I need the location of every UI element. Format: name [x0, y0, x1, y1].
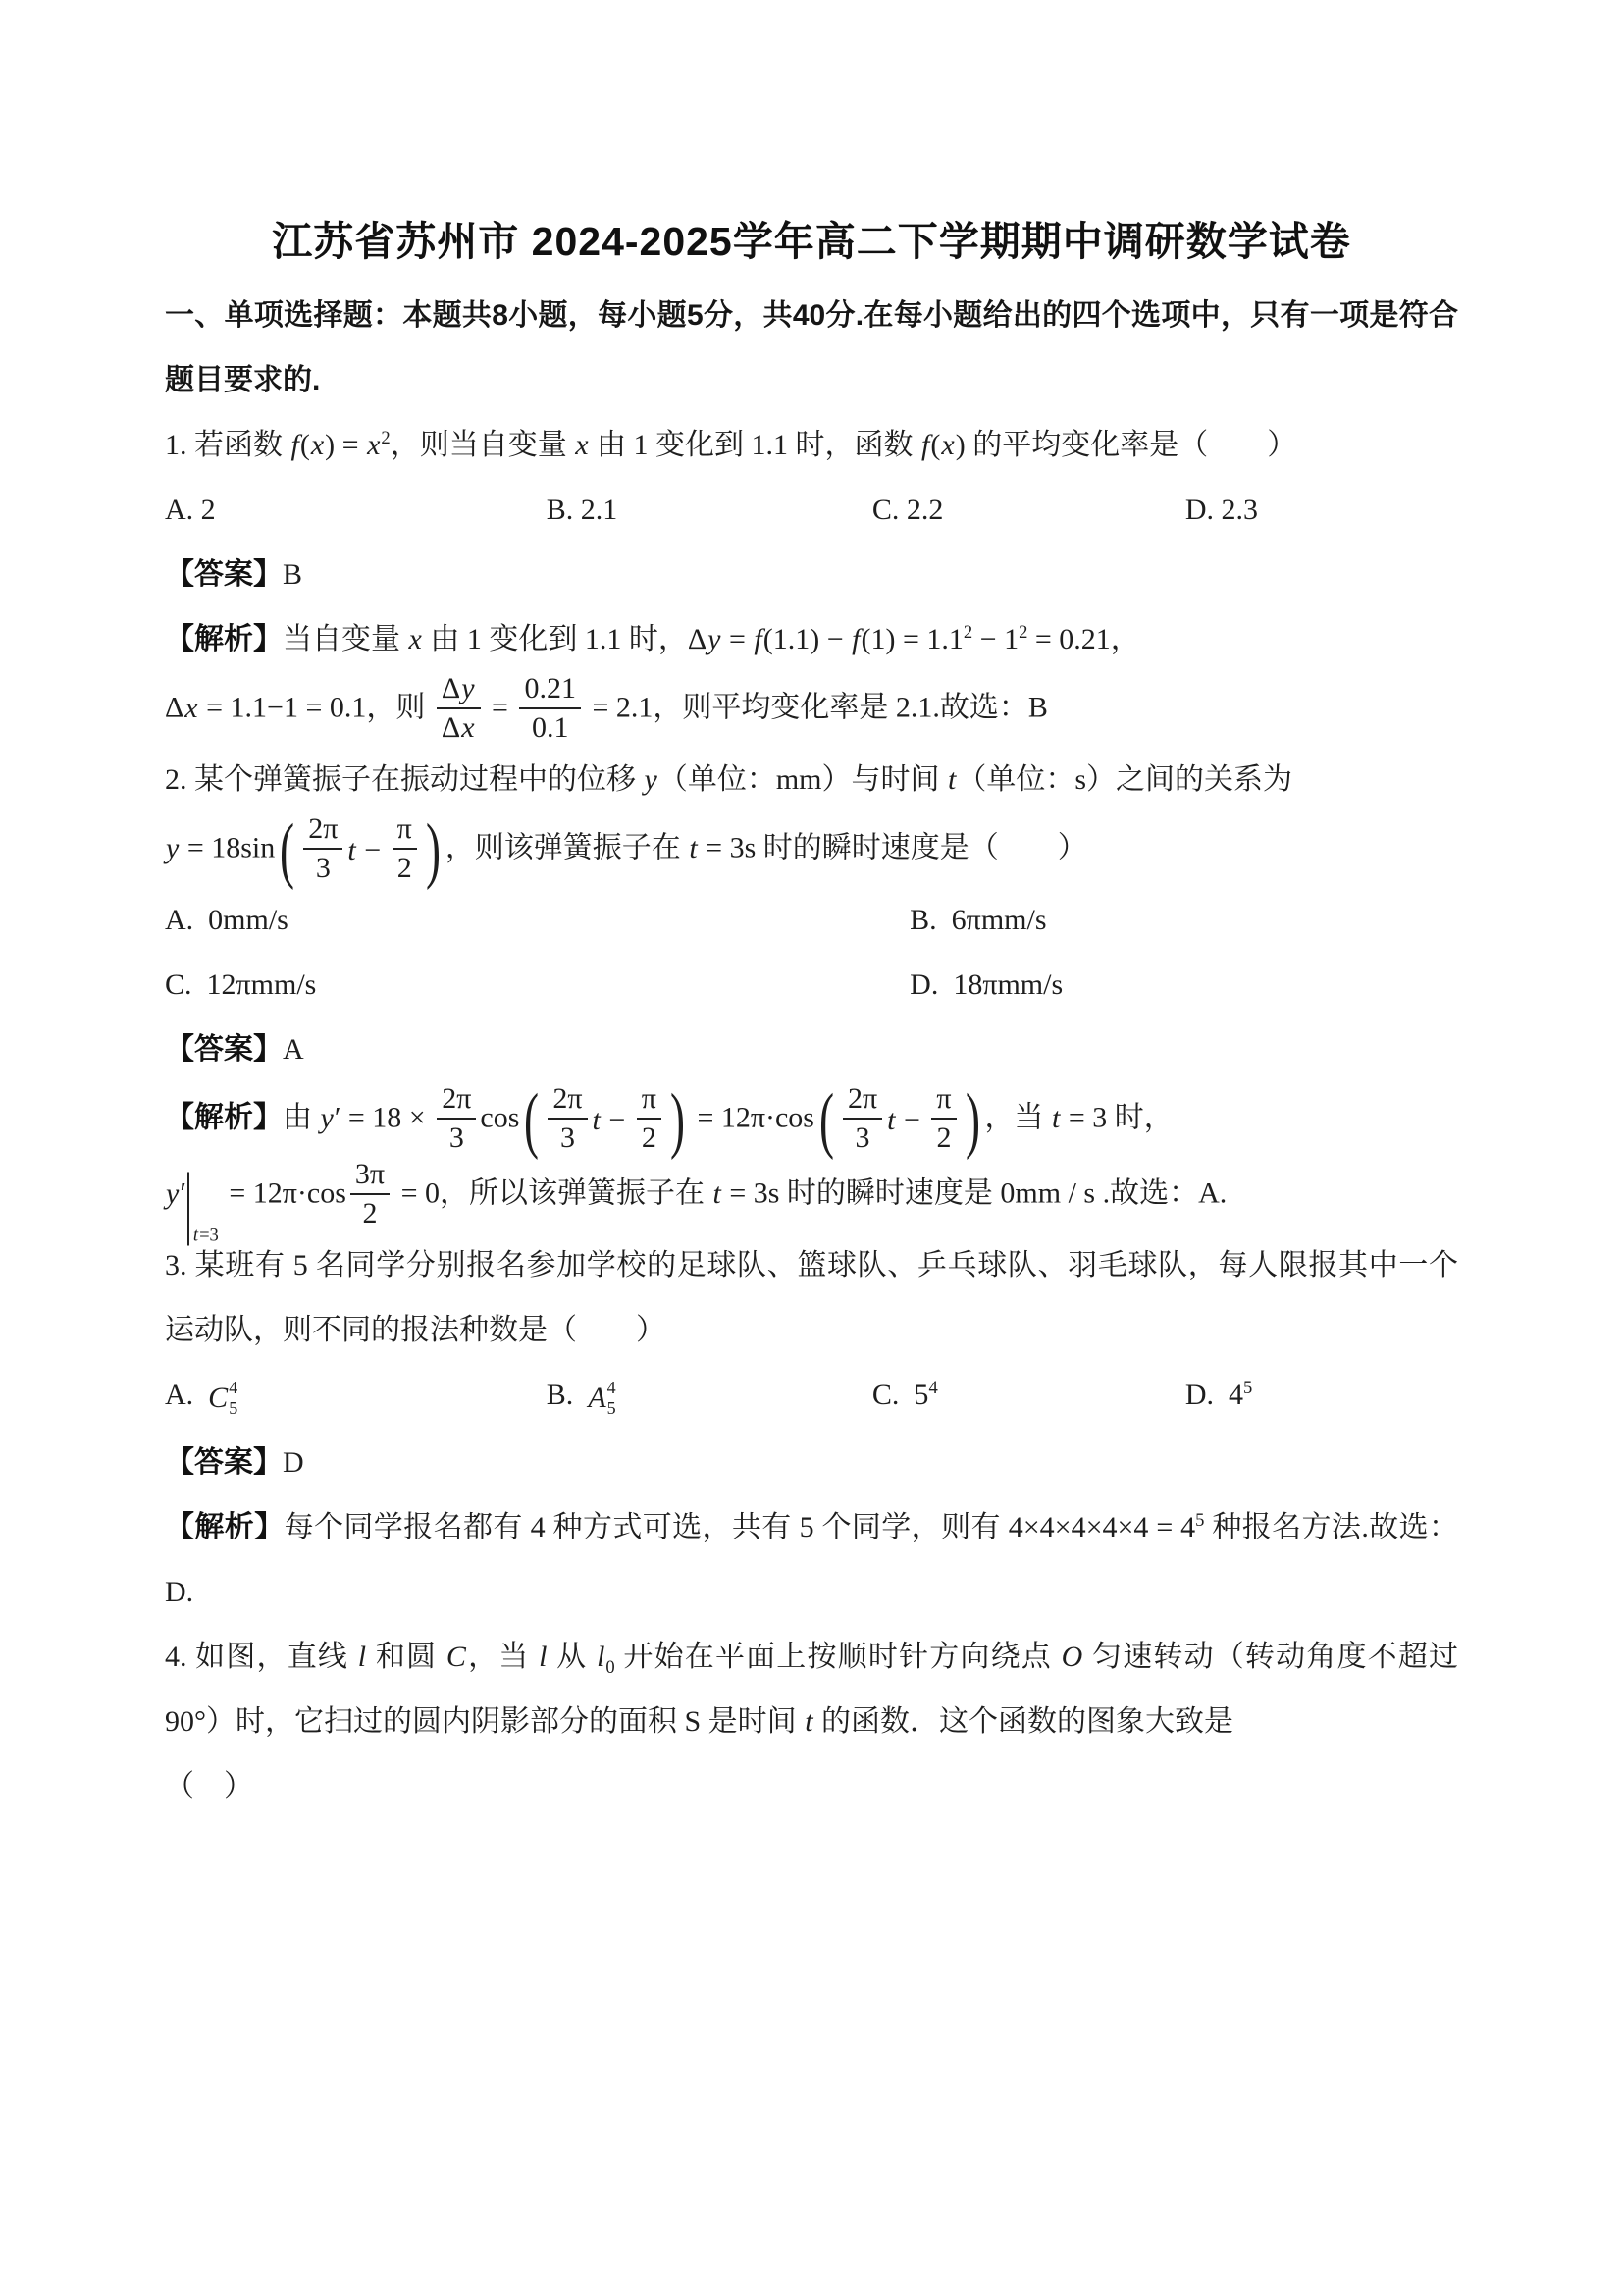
question-1-answer: 【答案】B — [165, 558, 303, 592]
question-1-options — [165, 478, 1458, 543]
question-2-option-a: A. 0mm/s — [165, 904, 288, 937]
question-3-option-c: C. $5^4$ — [871, 1378, 938, 1412]
question-2-option-c: C. 12πmm/s — [165, 968, 317, 1002]
question-2-answer: 【答案】A — [165, 1033, 304, 1067]
question-1-option-a: A. 2 — [165, 494, 216, 527]
question-1-option-b: B. 2.1 — [546, 494, 618, 527]
question-1-option-d: D. 2.3 — [1184, 494, 1259, 527]
question-3-explanation: 【解析】每个同学报名都有 4 种方式可选，共有 5 个同学，则有 $4\times 4\times 4\times 4\times 4 = 4^5$ 种报名方法.故选：D. — [165, 1509, 1459, 1608]
question-3-stem: 3. 某班有 5 名同学分别报名参加学校的足球队、篮球队、乒乓球队、羽毛球队，每人限报其中一个运动队，则不同的报法种数是（ ） — [165, 1249, 1458, 1347]
question-2-option-d: D. 18πmm/s — [910, 968, 1064, 1002]
question-3-option-b: B. A 4 5 — [546, 1377, 616, 1418]
question-3-answer: 【答案】D — [165, 1445, 304, 1479]
question-2-stem-line-1: 2. 某个弹簧振子在振动过程中的位移 y（单位：mm）与时间 t（单位：s）之间的关系为 — [165, 763, 1293, 797]
question-1-option-c: C. 2.2 — [871, 494, 944, 527]
question-2-options — [165, 888, 1458, 1018]
question-2-explanation-line-1: 【解析】由 y′ = 18 × $\frac{2\pi}{3}$ cos ( $\frac{2\pi}{3}$ t − $\frac{\pi}{2}$ ) = 12π·cos ( $\frac{2\pi}{3}$ t − $\frac{\pi}{2}$ ) ，当 t = 3 时， — [165, 1078, 1174, 1161]
question-2-stem-line-2: y = 18sin ( $\frac{2\pi}{3}$ t − $\frac{\pi}{2}$ ) ，则该弹簧振子在 t = 3s 时的瞬时速度是（ ） — [166, 809, 1087, 891]
question-4-stem: 4. 如图，直线 l 和圆 C，当 l 从 $l_0$ 开始在平面上按顺时针方向绕点 O 匀速转动（转动角度不超过 90°）时，它扫过的圆内阴影部分的面积 S 是时间 t 的函数．这个函数的图象大致是 — [165, 1640, 1466, 1738]
page-title: 江苏省苏州市 2024-2025学年高二下学期期中调研数学试卷 — [272, 219, 1351, 264]
question-2-explanation-line-2: y′ t=3 = 12π·cos $\frac{3\pi}{2}$ = 0，所以该弹簧振子在 t = 3s 时的瞬时速度是 0mm / s .故选：A. — [166, 1158, 1228, 1246]
question-3-option-a: A. C 4 5 — [165, 1377, 238, 1418]
question-3-option-d: D. $4^5$ — [1184, 1378, 1253, 1412]
question-1-explanation-line-1: 【解析】当自变量 x 由 1 变化到 1.1 时，$\Delta y = f(1.1) - f(1) = 1.1^2 - 1^2 = 0.21$， — [165, 622, 1140, 656]
section-heading: 一、单项选择题：本题共8小题，每小题5分，共40分.在每小题给出的四个选项中，只有一项是符合题目要求的. — [165, 299, 1458, 397]
question-3-options — [165, 1363, 1458, 1430]
question-2-option-b: B. 6πmm/s — [910, 904, 1047, 937]
question-4-choice-parens: （ ） — [165, 1769, 253, 1802]
question-1-stem: 1. 若函数 $f(x) = x^2$，则当自变量 x 由 1 变化到 1.1 时，函数 f(x) 的平均变化率是（ ） — [165, 428, 1297, 462]
question-1-explanation-line-2: Δx = 1.1−1 = 0.1，则 $\frac{\Delta y}{\Delta x}$ = $\frac{0.21}{0.1}$ = 2.1，则平均变化率是 2.1.故选：B — [165, 672, 1048, 744]
